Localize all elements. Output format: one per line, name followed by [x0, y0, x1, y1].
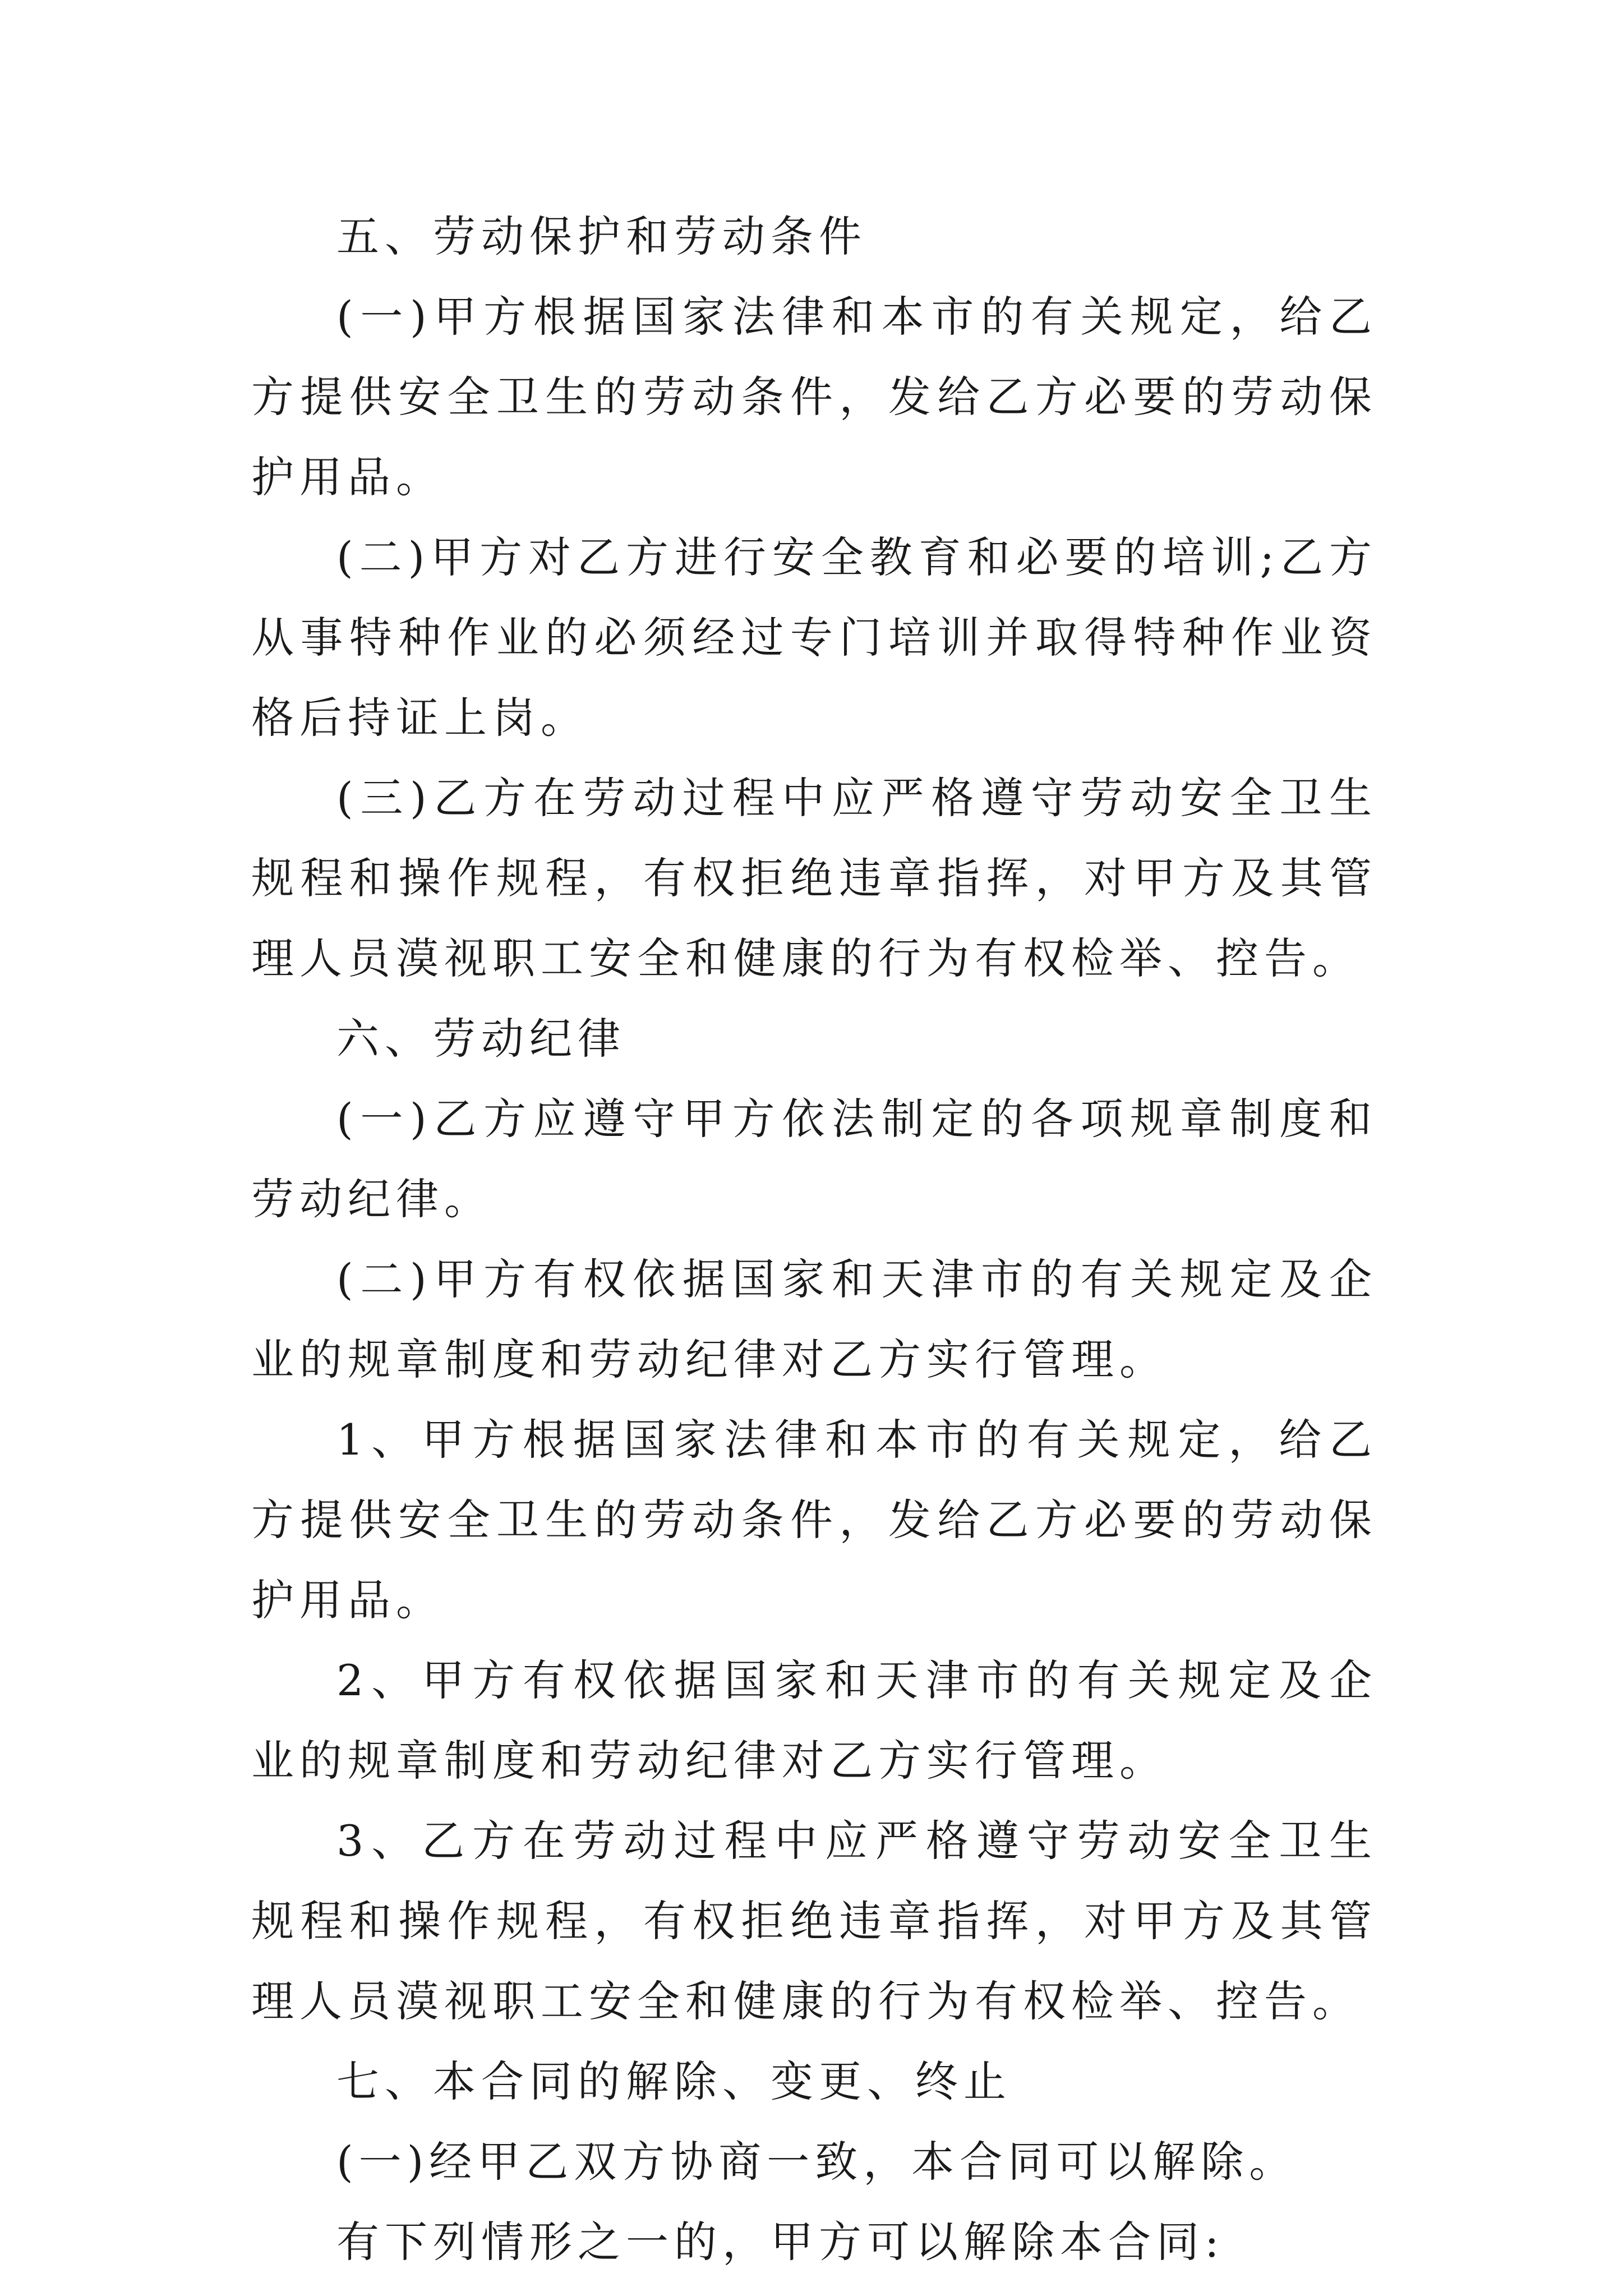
numbered-item: 1、甲方根据国家法律和本市的有关规定，给乙方提供安全卫生的劳动条件，发给乙方必要的劳动保护用品。 [251, 1415, 1377, 1625]
clause-paragraph: (一)乙方应遵守甲方依法制定的各项规章制度和劳动纪律。 [251, 1094, 1377, 1224]
section-heading-labor-discipline: 六、劳动纪律 [336, 1014, 626, 1064]
clause-paragraph: 有下列情形之一的，甲方可以解除本合同: [336, 2217, 1225, 2267]
clause-paragraph: (二)甲方有权依据国家和天津市的有关规定及企业的规章制度和劳动纪律对乙方实行管理。 [251, 1254, 1377, 1384]
section-heading-termination: 七、本合同的解除、变更、终止 [336, 2056, 1012, 2106]
numbered-item: 2、甲方有权依据国家和天津市的有关规定及企业的规章制度和劳动纪律对乙方实行管理。 [251, 1655, 1377, 1786]
clause-paragraph: (三)乙方在劳动过程中应严格遵守劳动安全卫生规程和操作规程，有权拒绝违章指挥，对甲方及其管理人员漠视职工安全和健康的行为有权检举、控告。 [251, 773, 1377, 983]
clause-paragraph: (一)经甲乙双方协商一致，本合同可以解除。 [336, 2137, 1298, 2187]
section-heading-labor-protection: 五、劳动保护和劳动条件 [336, 211, 867, 261]
document-page [251, 196, 1377, 2282]
clause-paragraph: (一)甲方根据国家法律和本市的有关规定，给乙方提供安全卫生的劳动条件，发给乙方必要的劳动保护用品。 [251, 292, 1377, 502]
clause-paragraph: (二)甲方对乙方进行安全教育和必要的培训;乙方从事特种作业的必须经过专门培训并取得特种作业资格后持证上岗。 [251, 532, 1377, 743]
numbered-item: 3、乙方在劳动过程中应严格遵守劳动安全卫生规程和操作规程，有权拒绝违章指挥，对甲方及其管理人员漠视职工安全和健康的行为有权检举、控告。 [251, 1816, 1377, 2026]
